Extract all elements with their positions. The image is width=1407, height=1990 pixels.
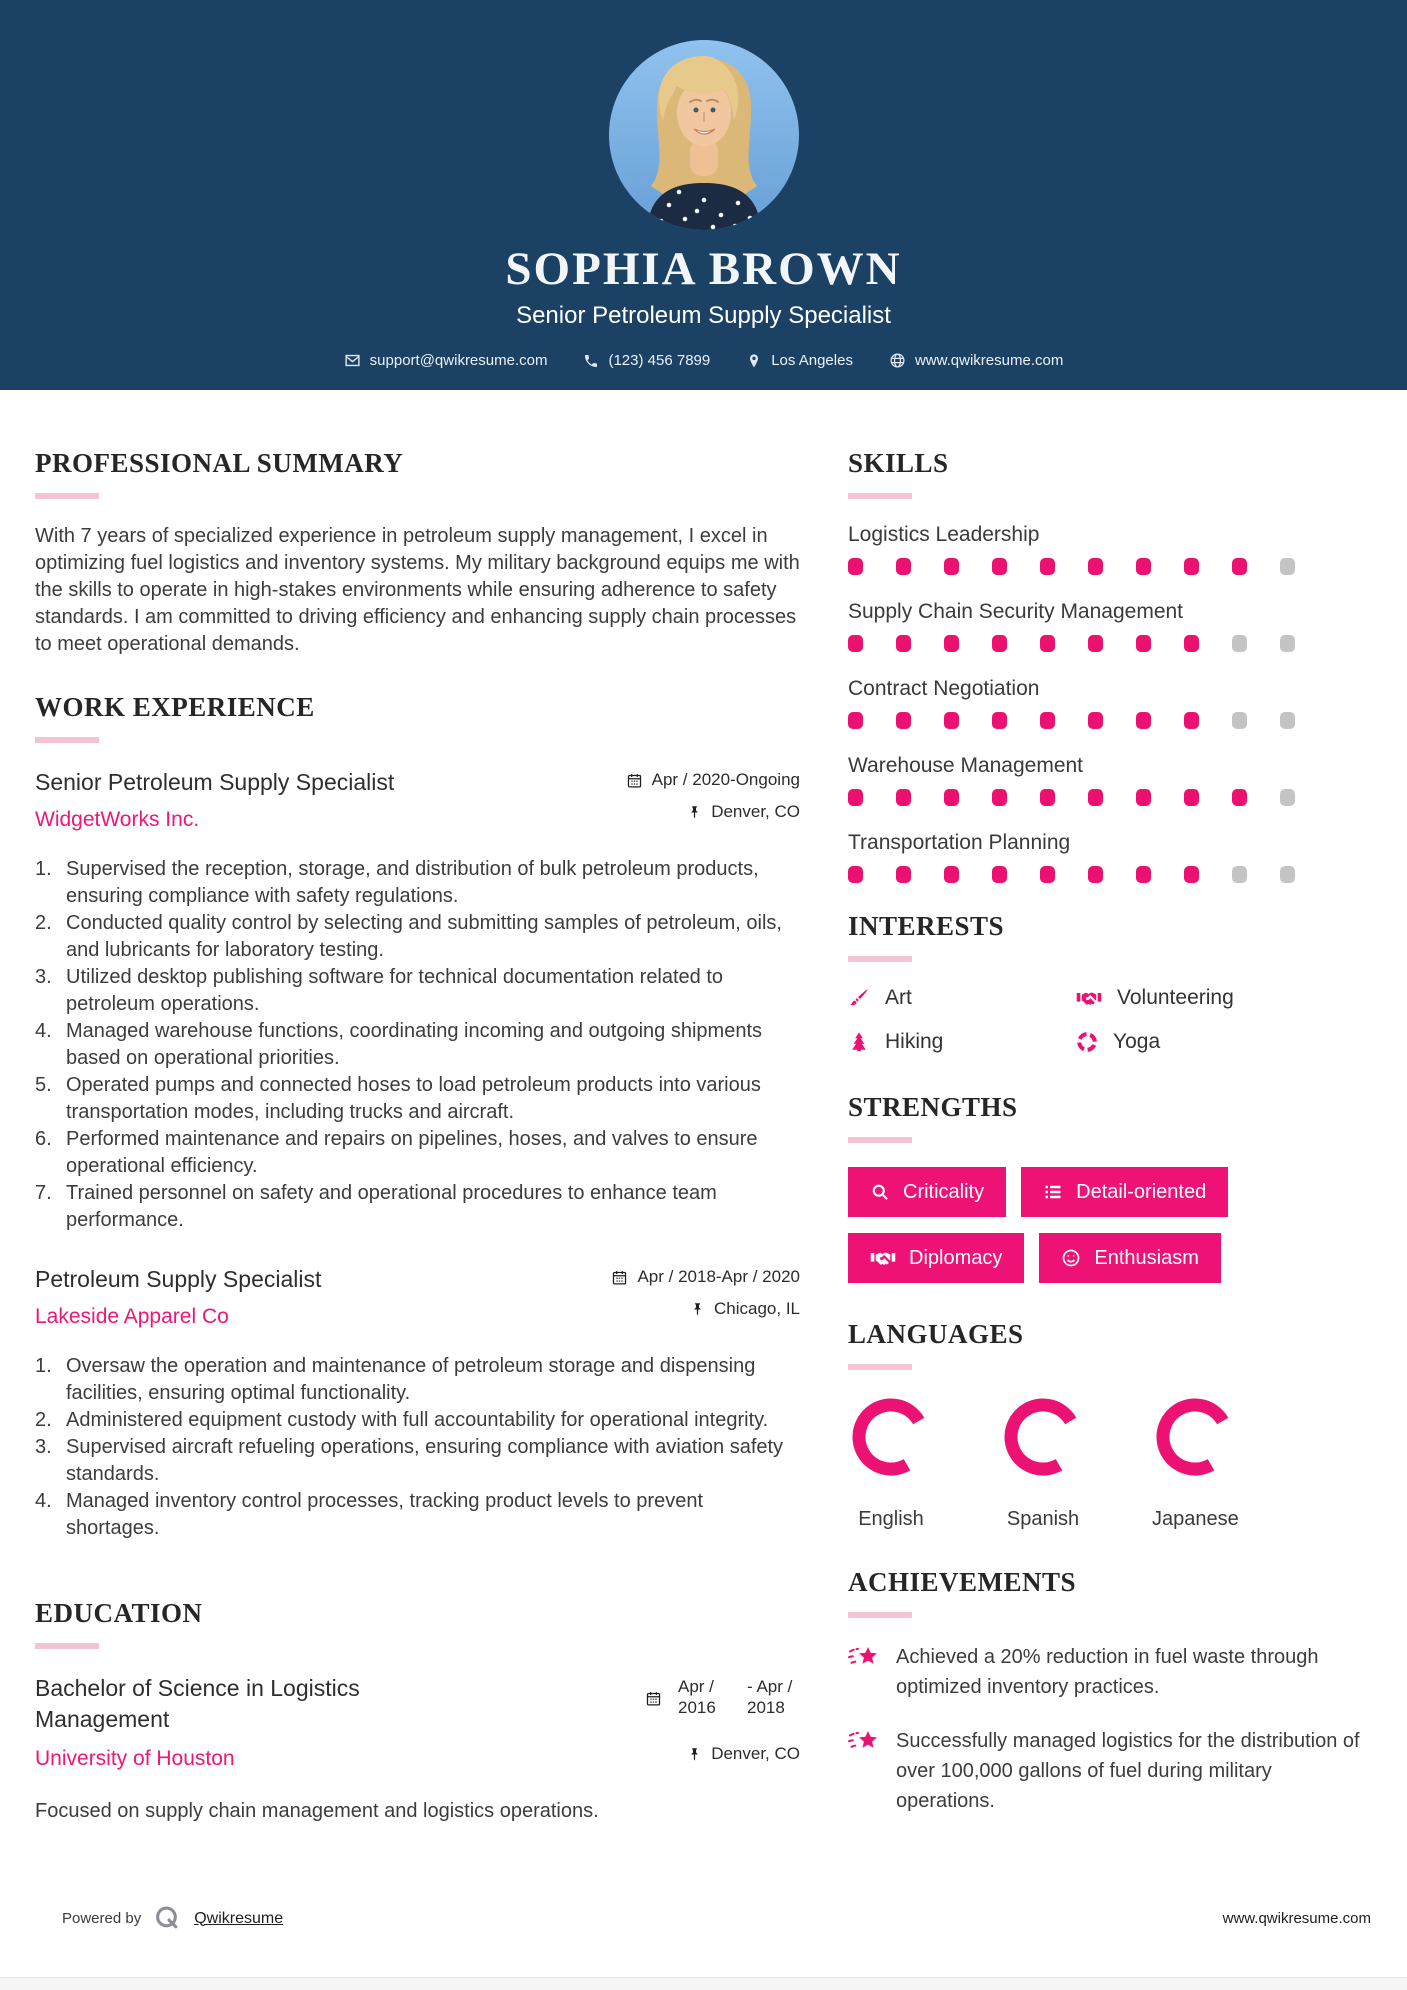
calendar-icon: [645, 1690, 662, 1707]
skill-rating: [848, 558, 1372, 575]
degree-title: Bachelor of Science in Logistics Management: [35, 1675, 360, 1732]
powered-by-label: Powered by: [62, 1910, 142, 1927]
bullet-item: Operated pumps and connected hoses to load petroleum products into various transportation modes, including trucks and aircraft.: [66, 1074, 761, 1123]
job-entry: [35, 767, 800, 1234]
bullet-item: Oversaw the operation and maintenance of petroleum storage and dispensing facilities, ensuring optimal functionality.: [66, 1355, 756, 1404]
skill-rating: [848, 789, 1372, 806]
lifebuoy-icon: [1076, 1031, 1098, 1053]
avatar: [609, 40, 799, 230]
skill-dot: [1136, 712, 1151, 729]
qwikresume-logo-icon: [154, 1905, 181, 1932]
skill-dot: [992, 789, 1007, 806]
skill-dot: [944, 789, 959, 806]
section-underline: [848, 493, 912, 499]
skill-rating: [848, 712, 1372, 729]
skill-dot: [896, 635, 911, 652]
job-company: Lakeside Apparel Co: [35, 1305, 229, 1328]
job-location: Denver, CO: [626, 802, 800, 822]
calendar-icon: [611, 1269, 628, 1286]
profile-photo: [609, 40, 799, 230]
school-name: University of Houston: [35, 1747, 235, 1770]
skill-dot: [1232, 789, 1247, 806]
education-meta: [645, 1673, 800, 1776]
section-title: ACHIEVEMENTS: [848, 1567, 1077, 1597]
job-title: Senior Petroleum Supply Specialist: [35, 769, 395, 795]
shooting-star-icon: [848, 1645, 880, 1673]
skill-dot: [896, 866, 911, 883]
language-progress-ring: [848, 1394, 934, 1480]
skill-dot: [1184, 789, 1199, 806]
calendar-icon: [626, 772, 643, 789]
job-location: Chicago, IL: [611, 1299, 800, 1319]
pushpin-icon: [690, 1302, 705, 1317]
contact-email[interactable]: support@qwikresume.com: [344, 352, 548, 369]
skill-dot: [992, 635, 1007, 652]
job-meta: [611, 1264, 800, 1331]
skill-item: Supply Chain Security Management: [848, 600, 1372, 652]
skill-dot: [1184, 558, 1199, 575]
smiley-icon: [1061, 1248, 1081, 1268]
bullet-item: Supervised aircraft refueling operations, ensuring compliance with aviation safety standards.: [66, 1436, 784, 1485]
skill-dot: [1184, 866, 1199, 883]
pushpin-icon: [687, 1747, 702, 1762]
candidate-name: SOPHIA BROWN: [505, 243, 902, 295]
page-bottom-edge: [0, 1977, 1407, 1990]
skill-dot: [944, 635, 959, 652]
skill-dot: [944, 866, 959, 883]
interest-item: Art: [848, 986, 1076, 1010]
header: [0, 0, 1407, 390]
section-underline: [848, 1364, 912, 1370]
skill-dot: [1136, 866, 1151, 883]
section-underline: [35, 1643, 99, 1649]
skill-dot: [1280, 789, 1295, 806]
map-pin-icon: [746, 353, 762, 369]
skill-item: Logistics Leadership: [848, 523, 1372, 575]
section-underline: [848, 1612, 912, 1618]
job-bullets: [35, 856, 800, 1234]
bullet-item: Managed warehouse functions, coordinating incoming and outgoing shipments based on operational priorities.: [66, 1020, 763, 1069]
globe-icon: [889, 352, 906, 369]
strength-badge: Detail-oriented: [1021, 1167, 1228, 1217]
skill-dot: [1136, 635, 1151, 652]
skill-dot: [1232, 712, 1247, 729]
skill-dot: [896, 558, 911, 575]
interest-item: Hiking: [848, 1030, 1076, 1054]
language-item: Japanese: [1152, 1394, 1304, 1531]
skill-dot: [1184, 635, 1199, 652]
skill-dot: [1040, 789, 1055, 806]
language-item: English: [848, 1394, 1000, 1531]
skill-rating: [848, 635, 1372, 652]
skill-dot: [1040, 635, 1055, 652]
pushpin-icon: [687, 805, 702, 820]
skill-dot: [1280, 866, 1295, 883]
bullet-item: Utilized desktop publishing software for technical documentation related to petroleum operations.: [66, 966, 724, 1015]
section-skills: [848, 448, 1372, 883]
job-date: Apr / 2020-Ongoing: [626, 770, 800, 790]
job-meta: [626, 767, 800, 834]
skill-dot: [1136, 558, 1151, 575]
achievement-item: Achieved a 20% reduction in fuel waste through optimized inventory practices.: [848, 1642, 1372, 1702]
section-underline: [848, 1137, 912, 1143]
footer-website[interactable]: www.qwikresume.com: [1222, 1910, 1371, 1927]
left-column: [35, 448, 800, 1857]
skill-dot: [848, 712, 863, 729]
section-title: STRENGTHS: [848, 1092, 1018, 1122]
skill-dot: [1232, 558, 1247, 575]
skill-rating: [848, 866, 1372, 883]
contact-website[interactable]: www.qwikresume.com: [889, 352, 1063, 369]
section-title: EDUCATION: [35, 1598, 203, 1628]
list-icon: [1043, 1182, 1063, 1202]
interest-item: Volunteering: [1076, 986, 1372, 1010]
skill-dot: [1040, 712, 1055, 729]
language-progress-ring: [1152, 1394, 1238, 1480]
section-title: WORK EXPERIENCE: [35, 692, 315, 722]
section-title: INTERESTS: [848, 911, 1005, 941]
skill-dot: [1088, 635, 1103, 652]
phone-icon: [583, 353, 599, 369]
job-company: WidgetWorks Inc.: [35, 808, 200, 831]
section-underline: [35, 493, 99, 499]
contact-row: [0, 352, 1407, 369]
skill-item: Warehouse Management: [848, 754, 1372, 806]
section-title: SKILLS: [848, 448, 949, 478]
right-column: [848, 448, 1372, 1857]
job-bullets: [35, 1353, 800, 1542]
bullet-item: Trained personnel on safety and operational procedures to enhance team performance.: [66, 1182, 717, 1231]
skill-dot: [992, 558, 1007, 575]
section-education: [35, 1598, 800, 1823]
skill-dot: [1088, 712, 1103, 729]
skill-dot: [1088, 558, 1103, 575]
skill-dot: [992, 866, 1007, 883]
handshake-icon: [1076, 989, 1102, 1007]
section-work-experience: [35, 692, 800, 1542]
skill-dot: [1088, 866, 1103, 883]
bullet-item: Administered equipment custody with full accountability for operational integrity.: [66, 1409, 769, 1431]
footer: [62, 1905, 1371, 1932]
job-title: Petroleum Supply Specialist: [35, 1266, 322, 1292]
qwikresume-brand-link[interactable]: Qwikresume: [194, 1909, 284, 1927]
skill-dot: [1280, 558, 1295, 575]
skill-dot: [992, 712, 1007, 729]
skill-dot: [848, 558, 863, 575]
skill-dot: [1088, 789, 1103, 806]
skill-dot: [896, 789, 911, 806]
language-item: Spanish: [1000, 1394, 1152, 1531]
bullet-item: Supervised the reception, storage, and distribution of bulk petroleum products, ensuring compliance with safety regulations.: [66, 858, 759, 907]
bullet-item: Conducted quality control by selecting and submitting samples of petroleum, oils, and lubricants for laboratory testing.: [66, 912, 782, 961]
paintbrush-icon: [848, 987, 870, 1009]
skill-dot: [944, 558, 959, 575]
skill-dot: [1184, 712, 1199, 729]
job-date: Apr / 2018-Apr / 2020: [611, 1267, 800, 1287]
section-interests: [848, 911, 1372, 1054]
section-achievements: [848, 1567, 1372, 1816]
skill-item: Contract Negotiation: [848, 677, 1372, 729]
section-languages: [848, 1319, 1372, 1531]
skill-dot: [848, 866, 863, 883]
achievement-item: Successfully managed logistics for the distribution of over 100,000 gallons of fuel during military operations.: [848, 1726, 1372, 1816]
main-content: [0, 390, 1407, 1857]
candidate-job-title: Senior Petroleum Supply Specialist: [516, 302, 891, 329]
education-date: Apr / 2016 - Apr / 2018: [645, 1676, 800, 1718]
strength-badge: Enthusiasm: [1039, 1233, 1221, 1283]
job-entry: [35, 1264, 800, 1542]
education-description: Focused on supply chain management and logistics operations.: [35, 1800, 599, 1822]
skill-item: Transportation Planning: [848, 831, 1372, 883]
section-strengths: [848, 1092, 1372, 1283]
section-underline: [35, 737, 99, 743]
strength-badge: Diplomacy: [848, 1233, 1024, 1283]
skill-dot: [1280, 635, 1295, 652]
skill-dot: [848, 789, 863, 806]
search-icon: [870, 1182, 890, 1202]
skill-dot: [944, 712, 959, 729]
section-professional-summary: [35, 448, 800, 658]
shooting-star-icon: [848, 1729, 880, 1757]
interest-item: Yoga: [1076, 1030, 1372, 1054]
skill-dot: [1232, 866, 1247, 883]
language-progress-ring: [1000, 1394, 1086, 1480]
handshake-icon: [870, 1249, 896, 1267]
bullet-item: Performed maintenance and repairs on pipelines, hoses, and valves to ensure operational efficiency.: [66, 1128, 758, 1177]
strength-badge: Criticality: [848, 1167, 1006, 1217]
section-title: LANGUAGES: [848, 1319, 1024, 1349]
contact-phone[interactable]: (123) 456 7899: [583, 352, 710, 369]
envelope-icon: [344, 352, 361, 369]
skill-dot: [848, 635, 863, 652]
skill-dot: [1280, 712, 1295, 729]
education-location: Denver, CO: [645, 1744, 800, 1764]
skill-dot: [896, 712, 911, 729]
summary-text: With 7 years of specialized experience in petroleum supply management, I excel in optimizing fuel logistics and inventory systems. My military background equips me with the skills to operate in high-stakes environments while ensuring adherence to safety standards. I am committed to driving efficiency and enhancing supply chain processes to meet operational demands.: [35, 525, 800, 655]
skill-dot: [1136, 789, 1151, 806]
section-underline: [848, 956, 912, 962]
skill-dot: [1232, 635, 1247, 652]
pine-tree-icon: [848, 1031, 870, 1053]
skill-dot: [1040, 866, 1055, 883]
skill-dot: [1040, 558, 1055, 575]
section-title: PROFESSIONAL SUMMARY: [35, 448, 404, 478]
contact-location[interactable]: Los Angeles: [746, 352, 853, 369]
bullet-item: Managed inventory control processes, tracking product levels to prevent shortages.: [66, 1490, 704, 1539]
